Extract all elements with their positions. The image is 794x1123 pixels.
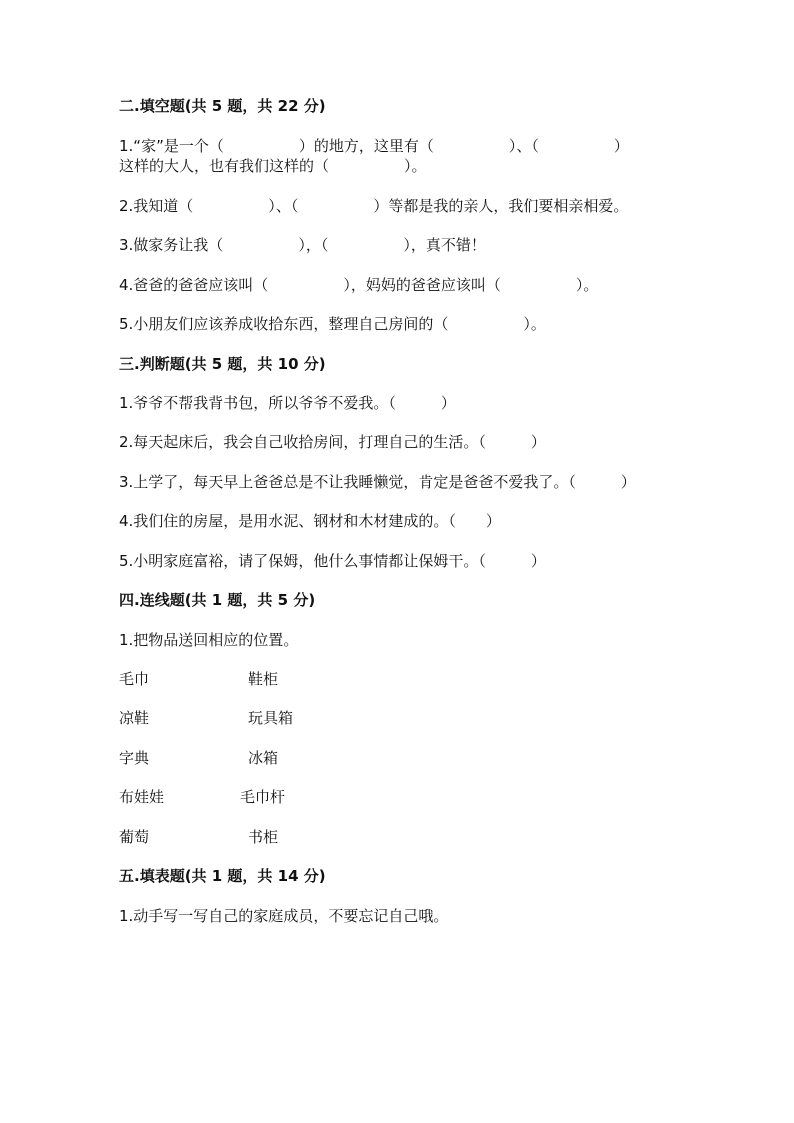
section2-heading: 二.填空题(共 5 题，共 22 分)	[119, 97, 326, 115]
table-question-1: 1.动手写一写自己的家庭成员，不要忘记自己哦。	[119, 907, 449, 925]
match-left-item: 布娃娃	[119, 788, 165, 806]
section5-heading: 五.填表题(共 1 题，共 14 分)	[119, 867, 326, 885]
judge-question-5: 5.小明家庭富裕，请了保姆，他什么事情都让保姆干。（ ）	[119, 552, 546, 570]
match-right-item: 毛巾杆	[240, 788, 286, 806]
match-left-item: 毛巾	[119, 670, 150, 688]
section4-heading: 四.连线题(共 1 题，共 5 分)	[119, 591, 316, 609]
match-left-item: 葡萄	[119, 828, 150, 846]
fill-question-4: 4.爸爸的爸爸应该叫（ ），妈妈的爸爸应该叫（ ）。	[119, 276, 599, 294]
fill-question-1-line1: 1.“家”是一个（ ）的地方，这里有（ ）、（ ）	[119, 137, 629, 155]
match-left-item: 字典	[119, 749, 150, 767]
match-left-item: 凉鞋	[119, 709, 150, 727]
fill-question-3: 3.做家务让我（ ），（ ），真不错！	[119, 236, 486, 254]
section3-heading: 三.判断题(共 5 题，共 10 分)	[119, 355, 326, 373]
match-question-1: 1.把物品送回相应的位置。	[119, 631, 299, 649]
match-right-item: 冰箱	[248, 749, 279, 767]
fill-question-1-line2: 这样的大人，也有我们这样的（ ）。	[119, 157, 427, 175]
match-right-item: 鞋柜	[248, 670, 279, 688]
match-right-item: 书柜	[248, 828, 279, 846]
fill-question-2: 2.我知道（ ）、（ ）等都是我的亲人，我们要相亲相爱。	[119, 197, 629, 215]
judge-question-4: 4.我们住的房屋，是用水泥、钢材和木材建成的。（ ）	[119, 512, 501, 530]
judge-question-1: 1.爷爷不帮我背书包，所以爷爷不爱我。（ ）	[119, 394, 456, 412]
judge-question-3: 3.上学了，每天早上爸爸总是不让我睡懒觉，肯定是爸爸不爱我了。（ ）	[119, 473, 636, 491]
fill-question-5: 5.小朋友们应该养成收拾东西，整理自己房间的（ ）。	[119, 315, 546, 333]
match-right-item: 玩具箱	[248, 709, 294, 727]
judge-question-2: 2.每天起床后，我会自己收拾房间，打理自己的生活。（ ）	[119, 433, 546, 451]
